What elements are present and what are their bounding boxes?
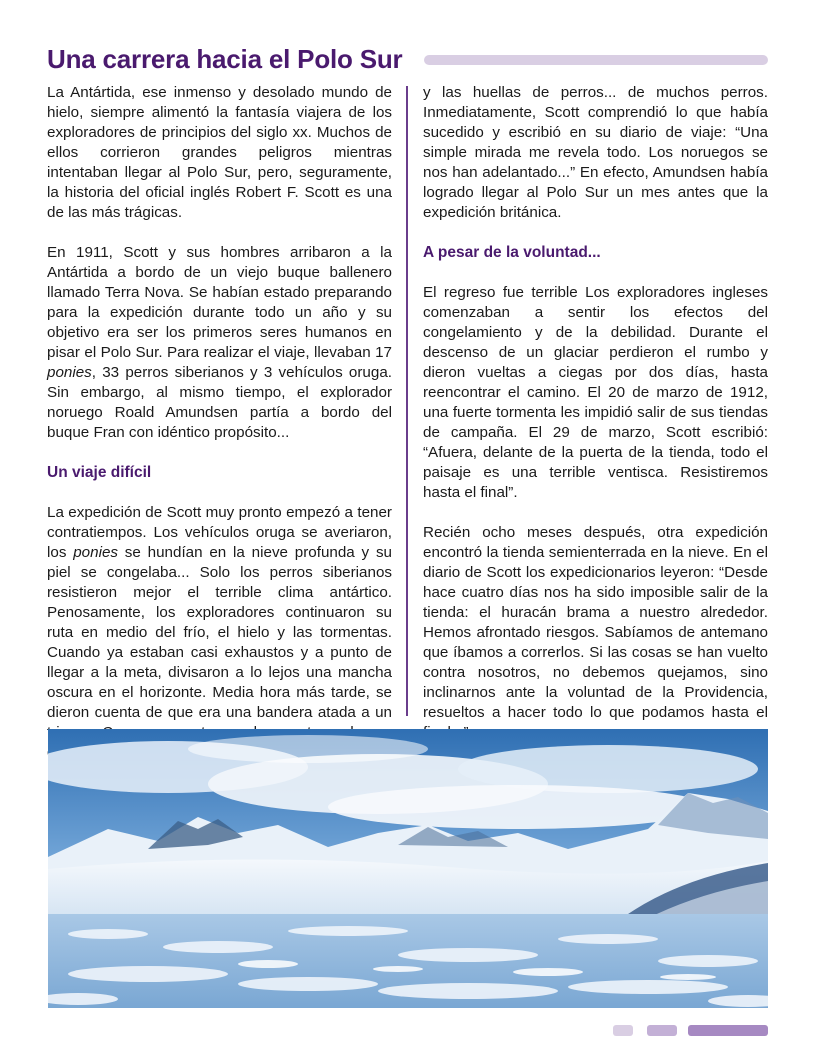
text-run: se hundían en la nieve profunda y su piel se congelaba... Solo los perros siberianos resistieron mejor el terrible clima antártico. Penosamente, los exploradores continuaron su ruta en medio del frío, el hielo y las tormentas. Cuando ya estaban casi exhaustos y a punto de llegar a la meta, divisaron a lo lejos una mancha oscura en el horizonte. Media hora más tarde, se dieron cuenta de que era una bandera atada a un	[47, 544, 393, 721]
italic-ponies: ponies	[47, 364, 92, 381]
text-run: La expedición de Scott muy pronto empezó a tener contratiempos. Los vehículos oruga se averiaron, los	[47, 504, 392, 561]
terra-nova-paragraph	[47, 243, 392, 443]
footer-decoration-large	[688, 1025, 768, 1036]
right-column	[423, 83, 768, 763]
continuation-paragraph: y las huellas de perros... de muchos perros. Inmediatamente, Scott comprendió lo que había sucedido y escribió en su diario de viaje: “Una simple mirada me revela todo. Los noruegos se nos han adelantado...” En efecto, Amundsen había logrado llegar al Polo Sur un mes antes que la expedición británica.	[423, 84, 768, 221]
left-column	[47, 83, 392, 783]
title-decoration-bar	[424, 55, 768, 65]
antarctic-landscape-photo	[48, 729, 768, 1008]
text-run: En 1911, Scott y sus hombres arribaron a la Antártida a bordo de un viejo buque ballenero llamado Terra Nova. Se habían estado preparando para la expedición durante todo un año y su objetivo era ser los primeros seres humanos en pisar el Polo Sur. Para realizar el viaje, llevaban 17	[47, 244, 392, 361]
intro-paragraph: La Antártida, ese inmenso y desolado mundo de hielo, siempre alimentó la fantasía viajera de los exploradores de principios del siglo xx. Muchos de ellos corrieron grandes peligros mientras intentaban llegar al Polo Sur, pero, seguramente, la historia del oficial inglés Robert F. Scott es una de las más trágicas.	[47, 84, 392, 221]
page-title: Una carrera hacia el Polo Sur	[47, 44, 403, 74]
footer-decoration-small	[613, 1025, 633, 1036]
text-run: , 33 perros siberianos y 3 vehículos oruga. Sin embargo, al mismo tiempo, el explorador noruego Roald Amundsen partía a bordo del buque Fran con idéntico propósito...	[47, 364, 392, 441]
difficult-journey-paragraph	[47, 503, 392, 763]
column-divider	[406, 86, 408, 716]
discovery-paragraph: Recién ocho meses después, otra expedición encontró la tienda semienterrada en la nieve. En el diario de Scott los expedicionarios leyeron: “Desde hace cuatro días nos ha sido imposible salir de la tienda: el huracán brama a nuestro alrededor. Hemos afrontado riesgos. Sabíamos de antemano que íbamos a correrlos. Si las cosas se han vuelto contra nosotros, no debemos quejamos, sino inclinarnos ante la voluntad de la Providencia, resueltos a hacer todo lo que podamos hasta el	[423, 524, 768, 721]
italic-ponies: ponies	[73, 544, 118, 561]
section-heading-voluntad: A pesar de la voluntad...	[423, 244, 601, 261]
return-paragraph: El regreso fue terrible Los exploradores ingleses comenzaban a sentir los efectos del congelamiento y de la debilidad. Durante el descenso de un glaciar perdieron el rumbo y dieron vueltas a ciegas por dos días, hasta reencontrar el camino. El 20 de marzo de 1912, una fuerte tormenta les impidió salir de sus tiendas de campaña. El 29 de marzo, Scott escribió: “Afuera, delante de la puerta de la tienda, todo el paisaje es una terrible ventisca. Resistiremos hasta el final”.	[423, 284, 768, 501]
section-heading-viaje: Un viaje difícil	[47, 464, 152, 481]
footer-decoration-medium	[647, 1025, 677, 1036]
